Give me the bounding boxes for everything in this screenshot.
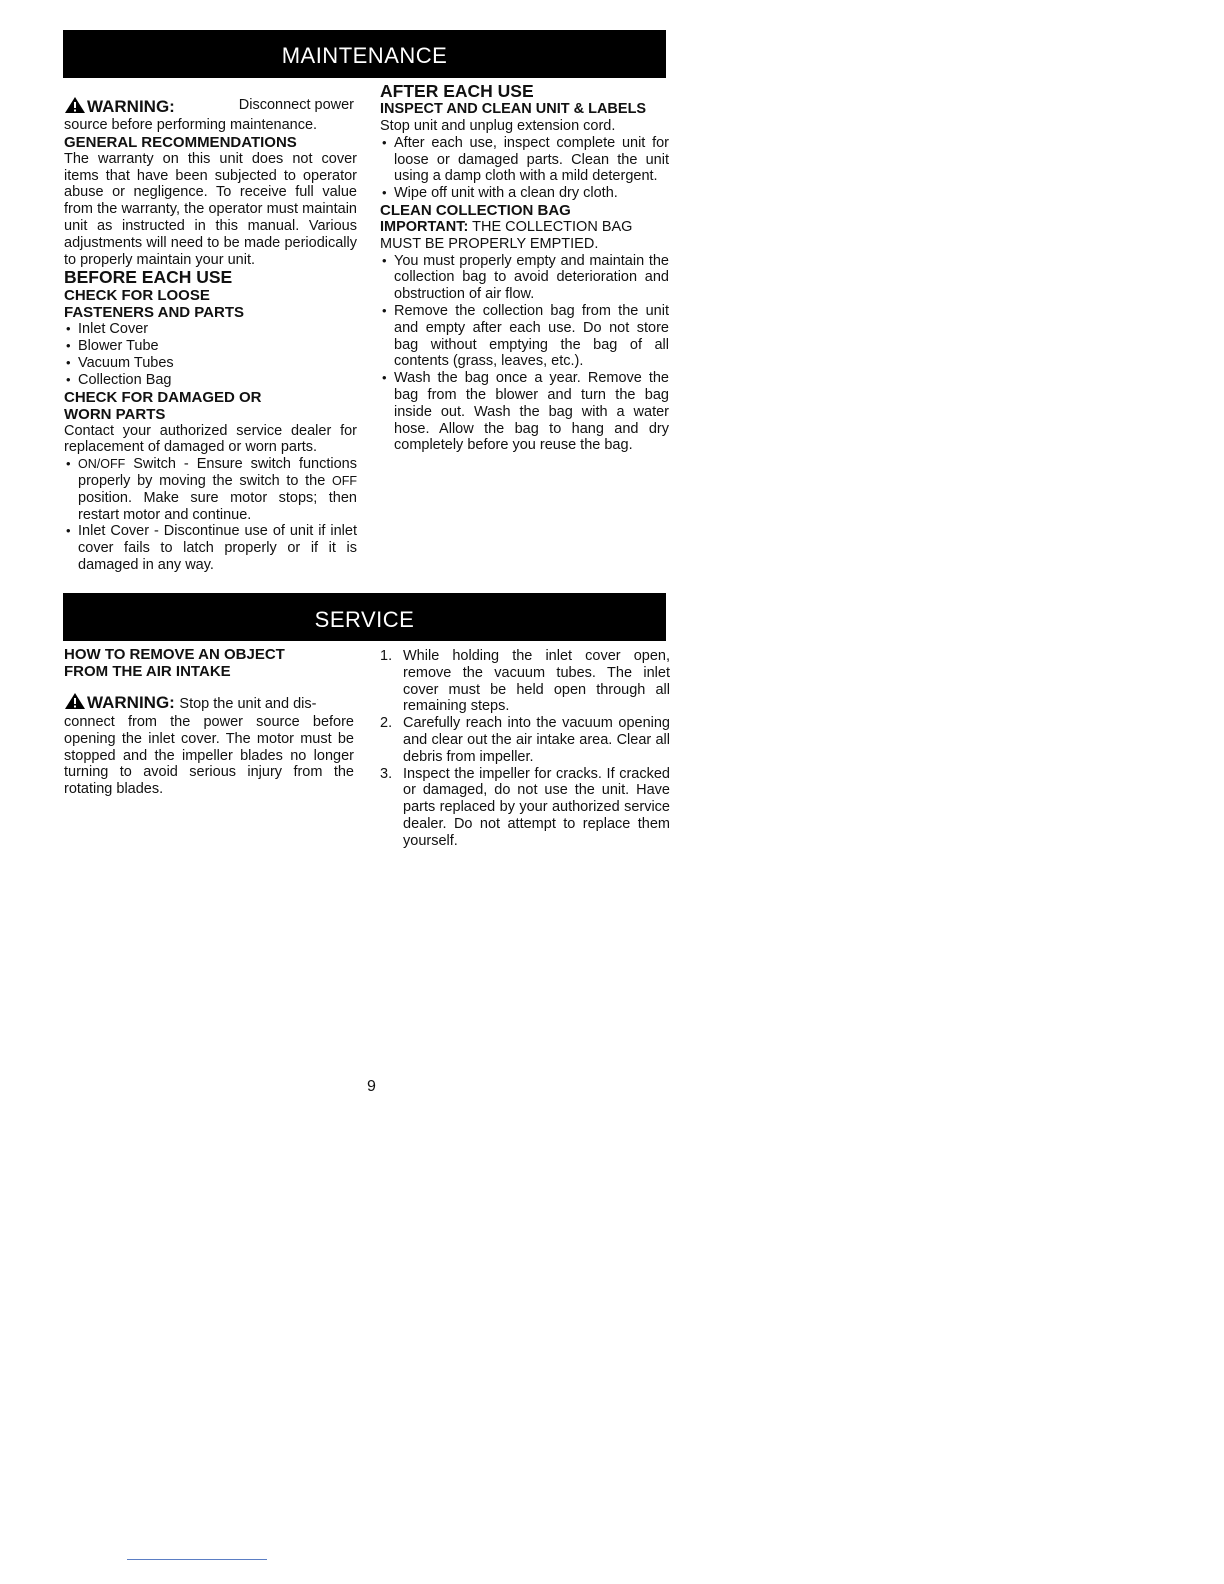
- after-each-use-heading: AFTER EACH USE: [380, 81, 534, 101]
- list-item: • Blower Tube: [66, 338, 159, 355]
- damaged-parts-text: Contact your authorized service dealer for replacement of damaged or worn parts.: [64, 422, 357, 456]
- list-item: • Collection Bag: [66, 371, 172, 388]
- damaged-parts-list: [64, 456, 357, 574]
- service-steps: [380, 648, 670, 850]
- important-note: IMPORTANT: THE COLLECTION BAG MUST BE PROPERLY EMPTIED.: [380, 218, 633, 252]
- warning-label: WARNING:: [87, 693, 175, 712]
- list-item: • ON/OFF Switch - Ensure switch functions properly by moving the switch to the OFF position. Make sure motor stops; then restart motor and continue.: [66, 456, 357, 523]
- service-right-column: [380, 648, 670, 850]
- page-number: 9: [367, 1078, 376, 1095]
- list-item: 2. Carefully reach into the vacuum opening and clear out the air intake area. Clear all debris from impeller.: [380, 715, 670, 765]
- remove-object-heading-2: FROM THE AIR INTAKE: [64, 663, 231, 680]
- inspect-clean-text: Stop unit and unplug extension cord.: [380, 118, 616, 134]
- inspect-list: [380, 135, 669, 202]
- list-item: • You must properly empty and maintain the collection bag to avoid deterioration and obstruction of air flow.: [382, 252, 669, 303]
- list-item: • Wipe off unit with a clean dry cloth.: [382, 185, 618, 202]
- warning-triangle-icon: [64, 692, 86, 710]
- remove-object-heading-1: HOW TO REMOVE AN OBJECT: [64, 646, 285, 663]
- warning-triangle-icon: [64, 96, 86, 114]
- maintenance-right-column: [380, 82, 669, 454]
- clean-collection-bag-heading: CLEAN COLLECTION BAG: [380, 201, 571, 219]
- service-left-column: [64, 646, 354, 798]
- warning-text-rest: source before performing maintenance.: [64, 117, 318, 133]
- list-item: • After each use, inspect complete unit for loose or damaged parts. Clean the unit using a damp cloth with a mild detergent.: [382, 134, 669, 185]
- maintenance-left-column: [64, 96, 357, 574]
- warning-text-rest: connect from the power source before opening the inlet cover. The motor must be stopped and the impeller blades no longer turning to avoid serious injury from the rotating blades.: [64, 714, 354, 798]
- bag-list: [380, 253, 669, 455]
- check-loose-heading-1: CHECK FOR LOOSE: [64, 287, 210, 305]
- check-damaged-heading-1: CHECK FOR DAMAGED OR: [64, 388, 262, 406]
- list-item: • Remove the collection bag from the unit and empty after each use. Do not store bag without emptying the bag of all contents (grass, leaves, etc.).: [382, 302, 669, 370]
- list-item: • Inlet Cover - Discontinue use of unit if inlet cover fails to latch properly or if it is damaged in any way.: [66, 523, 357, 573]
- loose-parts-list: [64, 321, 357, 388]
- list-item: • Inlet Cover: [66, 321, 149, 338]
- warning-label: WARNING:: [87, 97, 175, 116]
- footer-rule: [127, 1559, 267, 1560]
- list-item: 1. While holding the inlet cover open, remove the vacuum tubes. The inlet cover must be held open through all remaining steps.: [380, 648, 670, 715]
- general-recommendations-text: The warranty on this unit does not cover items that have been subjected to operator abuse or negligence. To receive full value from the warranty, the operator must maintain unit as instructed in this manual. Various adjustments will need to be made periodically to properly maintain your unit.: [64, 150, 357, 268]
- general-recommendations-heading: GENERAL RECOMMENDATIONS: [64, 133, 297, 151]
- maintenance-warning: [64, 96, 357, 117]
- service-warning: [64, 692, 354, 714]
- check-loose-heading-2: FASTENERS AND PARTS: [64, 304, 245, 322]
- service-header: SERVICE: [63, 593, 666, 641]
- warning-text-first: Disconnect power: [238, 97, 354, 113]
- maintenance-header: MAINTENANCE: [63, 30, 666, 78]
- list-item: 3. Inspect the impeller for cracks. If cracked or damaged, do not use the unit. Have parts replaced by your authorized service dealer. Do not attempt to replace them yourself.: [380, 765, 670, 849]
- warning-text-first: Stop the unit and dis-: [179, 696, 317, 712]
- list-item: • Wash the bag once a year. Remove the bag from the blower and turn the bag inside out. Wash the bag with a water hose. Allow the bag to hang and dry completely before you reuse the bag.: [382, 370, 669, 454]
- inspect-clean-heading: INSPECT AND CLEAN UNIT & LABELS: [380, 101, 647, 117]
- before-each-use-heading: BEFORE EACH USE: [64, 267, 233, 288]
- check-damaged-heading-2: WORN PARTS: [64, 405, 166, 423]
- list-item: • Vacuum Tubes: [66, 354, 174, 371]
